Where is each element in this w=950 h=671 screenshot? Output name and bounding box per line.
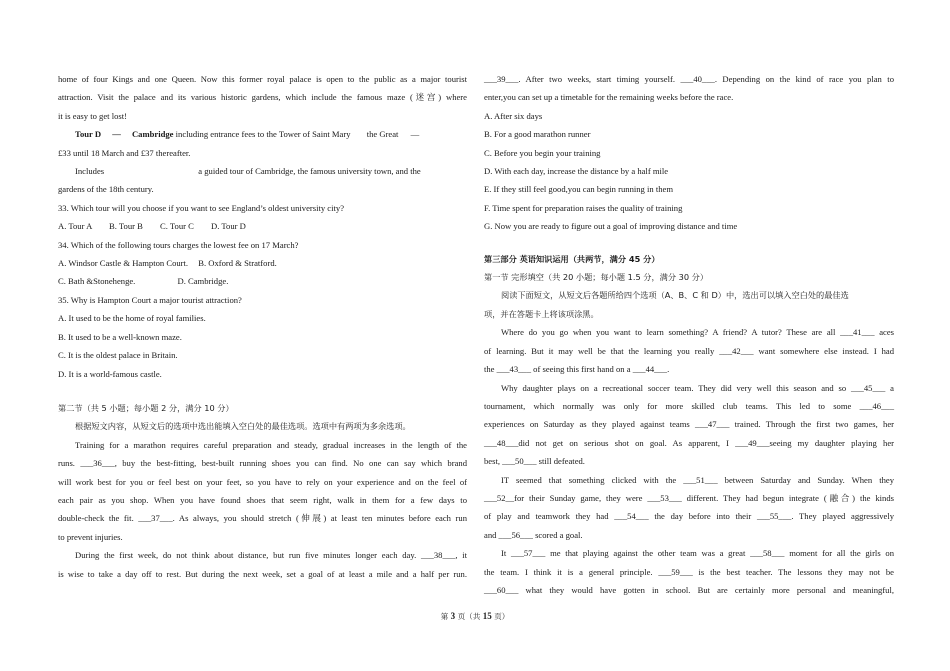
page-number: 3: [450, 611, 456, 621]
part-3-title: 第三部分 英语知识运用（共两节，满分 45 分）: [484, 253, 660, 264]
footer-prefix: 第: [440, 612, 449, 621]
cloze-line: and ___56___ scored a goal.: [484, 529, 583, 540]
dash: —: [410, 129, 420, 140]
question-34: 34. Which of the following tours charges the lowest fee on 17 March?: [58, 239, 299, 250]
footer-middle: 页（共: [457, 612, 481, 621]
q33-options: [58, 217, 467, 235]
tour-d-price: £33 until 18 March and £37 thereafter.: [58, 147, 191, 158]
section-1-title: 第一节 完形填空（共 20 小题；每小题 1.5 分，满分 30 分）: [484, 272, 709, 283]
cloze-line: ___48___did not get on serious shot on goal. As apparent, I ___49___seeing my daughter playing her: [484, 437, 894, 448]
option: A. After six days: [484, 110, 543, 121]
cloze-line: of play and teamwork they had ___54___ the day before into their ___55___. They played aggressively: [484, 511, 894, 522]
option: C. Before you begin your training: [484, 147, 601, 158]
tour-d-city: Cambridge: [131, 129, 174, 140]
cloze-line: Why daughter plays on a recreational soccer team. They did very well this season and so ___45___ a: [501, 382, 894, 393]
passage-line: each pair as you shop. When you have found shoes that seem right, walk in them for a few days to: [58, 494, 467, 505]
passage-line: Training for a marathon requires careful preparation and steady, gradual increases in the length of the: [75, 439, 467, 450]
question-33: 33. Which tour will you choose if you want to see England’s oldest university city?: [58, 202, 345, 213]
cloze-line: IT seemed that something clicked with the ___51___ between Saturday and Sunday. When they: [501, 474, 894, 485]
passage-line: runs. ___36___, buy the best-fitting, best-built running shoes you can find. No one can say which brand: [58, 458, 467, 469]
passage-line: is wise to take a day off to rest. But during the next week, set a goal of at least a mile and a half per run.: [58, 568, 467, 579]
tour-d-description: including entrance fees to the Tower of Saint Mary: [175, 129, 351, 140]
cloze-line: ___60___ what they would have gotten in school. But are certainly more personal and meaningful,: [484, 584, 894, 595]
cloze-line: ___52__for their Sunday game, they were ___53___ different. They had begun integrate (融合) the kinds: [484, 492, 894, 503]
page-footer: [0, 611, 950, 622]
includes-label: Includes: [75, 166, 105, 177]
includes-line: [58, 162, 467, 180]
option: B. Oxford & Stratford.: [198, 258, 277, 269]
section-2-instructions: 根据短文内容，从短文后的选项中选出能填入空白处的最佳选项。选项中有两项为多余选项。: [75, 421, 411, 432]
passage-line: double-check the fit. ___37___. As always, you should stretch (伸展) at least ten minutes before each run: [58, 513, 467, 524]
q34-options-ab: [58, 254, 467, 272]
option: B. It used to be a well-known maze.: [58, 331, 182, 342]
cloze-line: best, ___50___ still defeated.: [484, 456, 585, 467]
q34-options-cd: [58, 272, 467, 290]
right-column: [484, 70, 894, 599]
cloze-line: It ___57___ me that playing against the other team was a great ___58___ moment for all the girls on: [501, 548, 894, 559]
option: F. Time spent for preparation raises the quality of training: [484, 202, 683, 213]
tour-d-line: [58, 125, 467, 143]
option: B. Tour B: [109, 221, 143, 232]
passage-line: ___39___. After two weeks, start timing yourself. ___40___. Depending on the kind of race you plan to: [484, 74, 894, 84]
option: A. Windsor Castle & Hampton Court.: [58, 258, 189, 269]
option: C. Bath &Stonehenge.: [58, 276, 136, 287]
includes-text: a guided tour of Cambridge, the famous university town, and the: [198, 166, 421, 177]
option: D. With each day, increase the distance by a half mile: [484, 166, 669, 177]
passage-line: During the first week, do not think about distance, but run five minutes longer each day. ___38___, it: [75, 550, 467, 561]
footer-suffix: 页）: [494, 612, 510, 621]
cloze-line: the team. I think it is a general principle. ___59___ is the best teacher. The lessons they may not be: [484, 566, 894, 577]
section-2-title: 第二节（共 5 小题；每小题 2 分，满分 10 分）: [58, 402, 234, 413]
option: B. For a good marathon runner: [484, 129, 591, 140]
option: C. Tour C: [160, 221, 194, 232]
dash: —: [112, 129, 121, 140]
paragraph-line: attraction. Visit the palace and its various historic gardens, which include the famous maze (迷宫) where: [58, 92, 467, 103]
option: C. It is the oldest palace in Britain.: [58, 350, 178, 361]
option: A. Tour A: [58, 221, 92, 232]
option: D. Tour D: [211, 221, 246, 232]
section-1-instructions-cont: 项，并在答题卡上将该项涂黑。: [484, 308, 599, 319]
option: D. It is a world-famous castle.: [58, 368, 162, 379]
paragraph-line: gardens of the 18th century.: [58, 184, 154, 195]
section-1-instructions: 阅读下面短文，从短文后各题所给四个选项（A、B、C 和 D）中，选出可以填入空白处的最佳选: [501, 290, 849, 301]
cloze-line: tournament, which normally was only for more skilled club teams. This led to some ___46___: [484, 400, 894, 411]
option: D. Cambridge.: [177, 276, 229, 287]
option: E. If they still feel good,you can begin running in them: [484, 184, 674, 195]
option: G. Now you are ready to figure out a goal of improving distance and time: [484, 221, 738, 232]
tour-d-label: Tour D: [75, 129, 102, 140]
cloze-line: of learning. But it may well be that the learning you really ___42___ want somewhere else instead. I had: [484, 345, 894, 356]
tour-d-great: the Great: [366, 129, 399, 140]
cloze-line: experiences on Saturday as they played against teams ___47___ trained. Through the first two games, her: [484, 419, 894, 430]
passage-line: enter,you can set up a timetable for the remaining weeks before the race.: [484, 92, 734, 103]
left-column: [58, 70, 467, 583]
cloze-line: Where do you go when you want to learn something? A friend? A tutor? These are all ___41___ aces: [501, 327, 894, 338]
total-pages: 15: [482, 611, 492, 621]
question-35: 35. Why is Hampton Court a major tourist attraction?: [58, 294, 242, 305]
passage-line: to prevent injuries.: [58, 531, 123, 542]
paragraph-line: it is easy to get lost!: [58, 110, 127, 121]
option: A. It used to be the home of royal families.: [58, 313, 206, 324]
cloze-line: the ___43___ of seeing this first hand on a ___44___.: [484, 364, 670, 375]
passage-line: will work best for you or feel best on your feet, so you have to rely on your experience and on the feel of: [58, 476, 467, 487]
paragraph-line: home of four Kings and one Queen. Now this former royal palace is open to the public as a major tourist: [58, 74, 467, 84]
